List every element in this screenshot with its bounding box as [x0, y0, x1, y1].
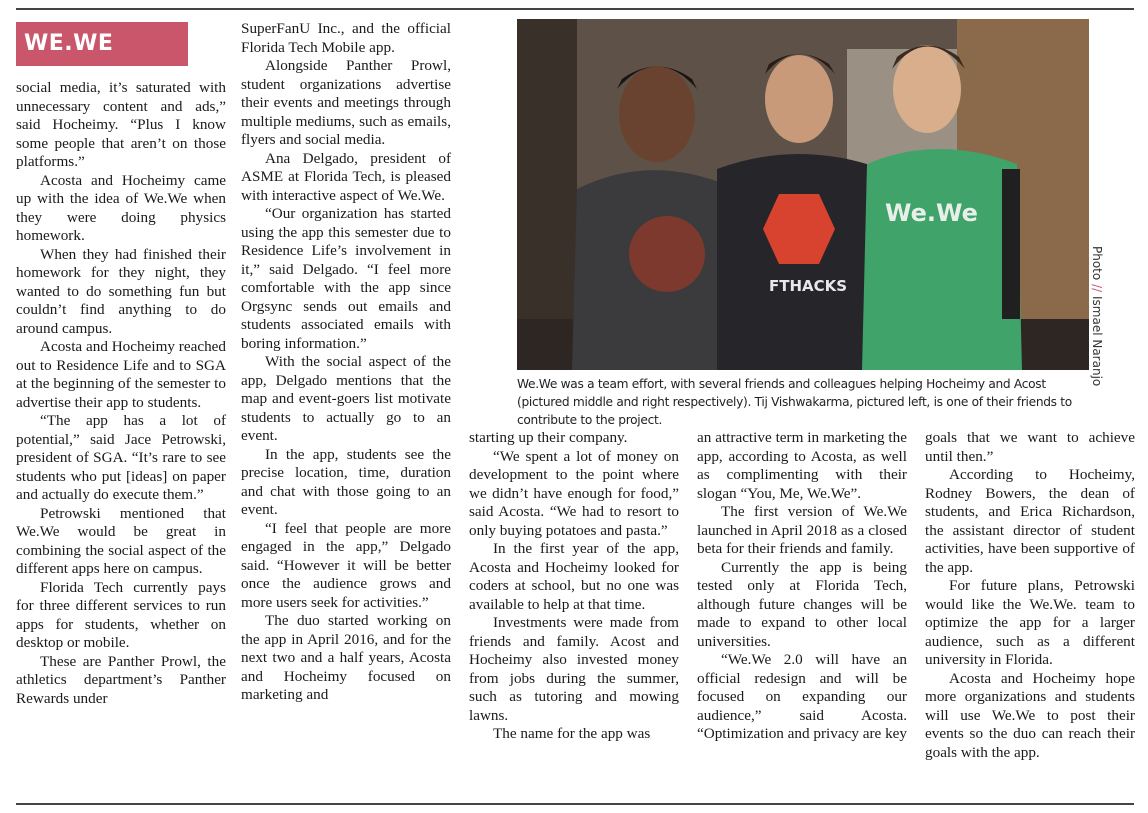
paragraph: Acosta and Hocheimy hope more organizations and students will use We.We to post their events so the duo can reach their goals with the app.	[925, 669, 1135, 761]
paragraph: These are Panther Prowl, the athletics department’s Panther Rewards under	[16, 652, 226, 707]
paragraph: starting up their company.	[469, 429, 628, 446]
article-column-3	[469, 429, 679, 744]
paragraph: Ana Delgado, president of ASME at Florida Tech, is pleased with interactive aspect of We.We.	[241, 149, 451, 204]
paragraph: For future plans, Petrowski would like the We.We. team to optimize the app for a larger audience, such as a different university in Florida.	[925, 577, 1135, 668]
paragraph: “Our organization has started using the app this semester due to Residence Life’s involvement in it,” said Delgado. “I feel more comfortable with the app since Orgsync sends out emails and students associated emails with boring information.”	[241, 205, 451, 352]
photo-credit-name: Ismael Naranjo	[1090, 295, 1104, 387]
article-column-1	[16, 79, 226, 708]
photo-credit-separator: //	[1090, 284, 1104, 293]
paragraph: social media, it’s saturated with unnecessary content and ads,” said Hocheimy. “Plus I know some people that aren’t on those platforms.”	[16, 79, 226, 170]
paragraph: Petrowski mentioned that We.We would be great in combining the social aspect of the different apps here on campus.	[16, 504, 226, 577]
photo-credit	[1090, 246, 1104, 387]
article-photo	[517, 19, 1089, 370]
photo-credit-prefix: Photo	[1090, 246, 1104, 281]
paragraph: The duo started working on the app in April 2016, and for the next two and a half years, Acosta and Hocheimy focused on marketing and	[241, 612, 451, 703]
paragraph: Acosta and Hocheimy came up with the idea of We.We when they were doing physics homework.	[16, 171, 226, 244]
section-label: WE.WE	[16, 22, 188, 66]
bottom-rule	[16, 803, 1134, 805]
paragraph: Currently the app is being tested only at Florida Tech, although future changes will be made to expand to other local universities.	[697, 558, 907, 650]
paragraph: The name for the app was	[493, 725, 651, 742]
paragraph: “I feel that people are more engaged in the app,” Delgado said. “However it will be better once the audience grows and more users seek for activities.”	[241, 519, 451, 611]
paragraph: With the social aspect of the app, Delgado mentions that the map and event-goers list motivate students to actually go to an event.	[241, 353, 451, 444]
paragraph: SuperFanU Inc., and the official Florida Tech Mobile app.	[241, 20, 451, 56]
article-column-2	[241, 20, 451, 705]
paragraph: Acosta and Hocheimy reached out to Residence Life and to SGA at the beginning of the semester to advertise their app to students.	[16, 338, 226, 411]
paragraph: goals that we want to achieve until then.”	[925, 429, 1135, 465]
shirt-text-left: FTHACKS	[769, 277, 848, 295]
paragraph: Alongside Panther Prowl, student organizations advertise their events and meetings through multiple mediums, such as emails, flyers and social media.	[241, 57, 451, 148]
shirt-text-right: We.We	[885, 199, 978, 227]
paragraph: The first version of We.We launched in April 2018 as a closed beta for their friends and family.	[697, 503, 907, 557]
article-column-4	[697, 429, 907, 744]
paragraph: In the app, students see the precise location, time, duration and chat with those going to an event.	[241, 445, 451, 518]
paragraph: According to Hocheimy, Rodney Bowers, the dean of students, and Erica Richardson, the assistant director of student activities, have been supportive of the app.	[925, 466, 1135, 576]
top-rule	[16, 8, 1134, 10]
paragraph: “The app has a lot of potential,” said Jace Petrowski, president of SGA. “It’s rare to see students who put [ideas] on paper and actually do execute them.”	[16, 412, 226, 503]
paragraph: “We spent a lot of money on development to the point where we didn’t have enough for food,” said Acosta. “We had to resort to only buying potatoes and pasta.”	[469, 447, 679, 539]
photo-caption: We.We was a team effort, with several friends and colleagues helping Hocheimy and Acost (pictured middle and right respectively). Tij Vishwakarma, pictured left, is one of their friends to contribute to the project.	[517, 377, 1072, 427]
paragraph: In the first year of the app, Acosta and Hocheimy looked for coders at school, but no one was available to help at that time.	[469, 540, 679, 613]
article-column-5	[925, 429, 1135, 762]
paragraph: When they had finished their homework for they night, they wanted to do something fun but couldn’t find anything to do around campus.	[16, 245, 226, 337]
paragraph: an attractive term in marketing the app, according to Acosta, as well as complimenting with their slogan “You, Me, We.We”.	[697, 429, 907, 502]
paragraph: Florida Tech currently pays for three different services to run apps for students, whether on desktop or mobile.	[16, 578, 226, 651]
paragraph: “We.We 2.0 will have an official redesign and will be focused on expanding our audience,” said Acosta. “Optimization and privacy are key	[697, 651, 908, 742]
paragraph: Investments were made from friends and family. Acost and Hocheimy also invested money from jobs during the summer, such as tutoring and mowing lawns.	[469, 614, 679, 724]
